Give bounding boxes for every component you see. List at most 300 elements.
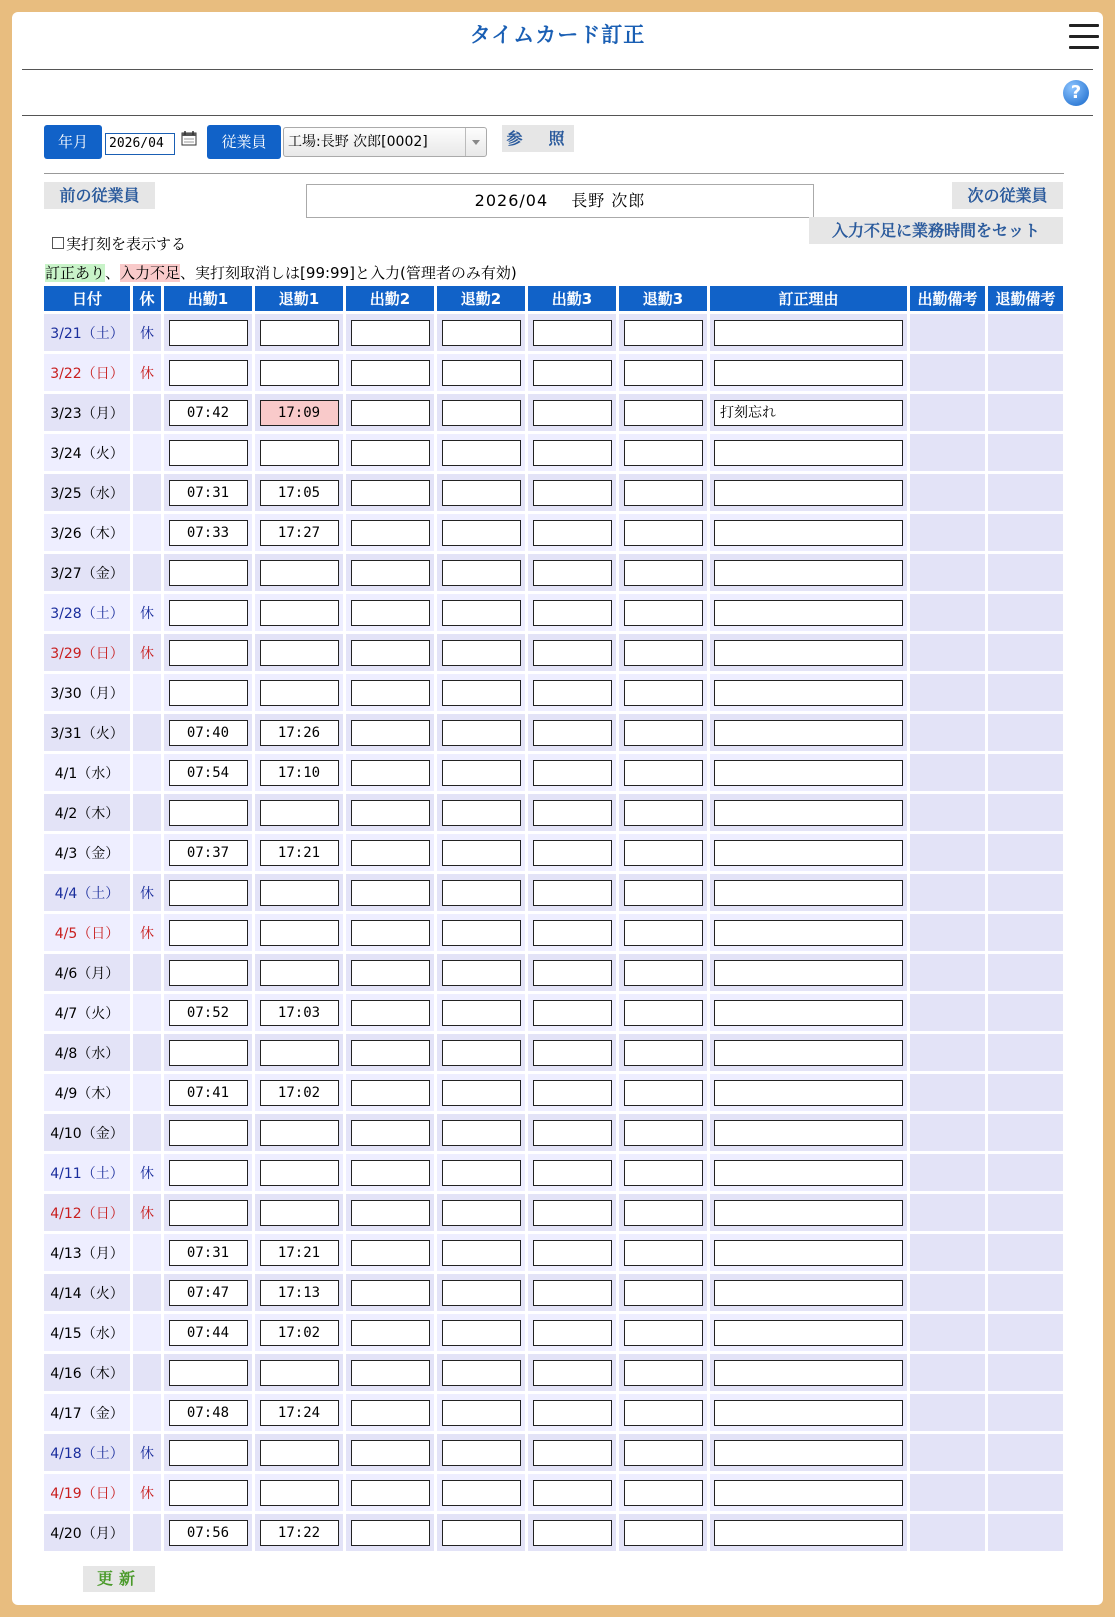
reason-input[interactable] <box>714 440 903 466</box>
time-input-in1[interactable] <box>169 600 248 626</box>
time-input-out3[interactable] <box>624 1520 703 1546</box>
reason-input[interactable] <box>714 720 903 746</box>
time-input-in3[interactable] <box>533 560 612 586</box>
calendar-icon[interactable] <box>181 130 197 146</box>
time-input-in2[interactable] <box>351 1400 430 1426</box>
row-date: 3/31（火） <box>44 714 130 751</box>
time-input-in3[interactable] <box>533 800 612 826</box>
time-input-in1[interactable]: 07:40 <box>169 720 248 746</box>
time-input-out2[interactable] <box>442 1320 521 1346</box>
time-cell <box>528 1034 616 1071</box>
time-input-out3[interactable] <box>624 880 703 906</box>
time-cell <box>437 1074 525 1111</box>
time-input-in3[interactable] <box>533 840 612 866</box>
time-input-in3[interactable] <box>533 1120 612 1146</box>
time-input-in2[interactable] <box>351 920 430 946</box>
time-input-in3[interactable] <box>533 1080 612 1106</box>
time-input-in2[interactable] <box>351 480 430 506</box>
time-cell <box>255 1194 343 1231</box>
time-input-out3[interactable] <box>624 360 703 386</box>
time-input-in1[interactable] <box>169 960 248 986</box>
time-input-in1[interactable]: 07:48 <box>169 1400 248 1426</box>
time-input-out2[interactable] <box>442 1040 521 1066</box>
time-input-out3[interactable] <box>624 1400 703 1426</box>
time-input-out1[interactable]: 17:26 <box>260 720 339 746</box>
time-input-in1[interactable]: 07:33 <box>169 520 248 546</box>
time-input-in1[interactable]: 07:41 <box>169 1080 248 1106</box>
time-input-out2[interactable] <box>442 1120 521 1146</box>
time-input-in1[interactable]: 07:47 <box>169 1280 248 1306</box>
time-input-in3[interactable] <box>533 880 612 906</box>
reason-input[interactable] <box>714 1280 903 1306</box>
time-input-out3[interactable] <box>624 400 703 426</box>
table-row <box>44 954 1063 991</box>
time-input-out3[interactable] <box>624 1200 703 1226</box>
reason-cell <box>710 554 907 591</box>
time-cell <box>255 1394 343 1431</box>
time-input-in2[interactable] <box>351 840 430 866</box>
time-cell <box>164 1114 252 1151</box>
time-input-in2[interactable] <box>351 800 430 826</box>
time-input-in1[interactable]: 07:52 <box>169 1000 248 1026</box>
time-input-out1[interactable] <box>260 560 339 586</box>
row-holiday: 休 <box>133 914 161 951</box>
time-cell <box>164 874 252 911</box>
time-input-in3[interactable] <box>533 320 612 346</box>
time-input-in3[interactable] <box>533 600 612 626</box>
time-input-in2[interactable] <box>351 1000 430 1026</box>
table-row <box>44 1514 1063 1551</box>
time-input-in1[interactable] <box>169 1480 248 1506</box>
time-input-out1[interactable]: 17:02 <box>260 1080 339 1106</box>
time-cell <box>619 994 707 1031</box>
time-cell <box>255 754 343 791</box>
reason-input[interactable] <box>714 1080 903 1106</box>
time-input-out1[interactable]: 17:05 <box>260 480 339 506</box>
time-input-in3[interactable] <box>533 1240 612 1266</box>
time-input-out3[interactable] <box>624 1080 703 1106</box>
time-input-out3[interactable] <box>624 1360 703 1386</box>
time-input-out1[interactable]: 17:02 <box>260 1320 339 1346</box>
time-input-out2[interactable] <box>442 680 521 706</box>
time-input-in2[interactable] <box>351 400 430 426</box>
time-input-in2[interactable] <box>351 320 430 346</box>
reason-input[interactable] <box>714 1240 903 1266</box>
time-cell <box>255 874 343 911</box>
time-cell <box>619 594 707 631</box>
reason-cell <box>710 674 907 711</box>
row-date: 4/13（月） <box>44 1234 130 1271</box>
time-input-out1[interactable] <box>260 1480 339 1506</box>
time-cell <box>346 1074 434 1111</box>
chevron-down-icon[interactable] <box>465 128 486 156</box>
time-input-out3[interactable] <box>624 1240 703 1266</box>
column-header: 出勤2 <box>346 286 434 311</box>
time-input-out3[interactable] <box>624 1120 703 1146</box>
time-input-in3[interactable] <box>533 1000 612 1026</box>
reason-input[interactable] <box>714 760 903 786</box>
time-input-out1[interactable] <box>260 680 339 706</box>
time-cell <box>346 1514 434 1551</box>
column-header: 休 <box>133 286 161 311</box>
time-input-in3[interactable] <box>533 1440 612 1466</box>
in-remark-cell <box>910 674 985 711</box>
show-actual-option[interactable] <box>52 233 186 254</box>
time-input-in1[interactable]: 07:54 <box>169 760 248 786</box>
reason-input[interactable] <box>714 1320 903 1346</box>
reason-input[interactable] <box>714 1040 903 1066</box>
time-input-out3[interactable] <box>624 1480 703 1506</box>
time-input-in3[interactable] <box>533 920 612 946</box>
time-input-out2[interactable] <box>442 840 521 866</box>
time-input-in1[interactable] <box>169 640 248 666</box>
time-input-in2[interactable] <box>351 720 430 746</box>
time-input-out2[interactable] <box>442 760 521 786</box>
time-input-out3[interactable] <box>624 1160 703 1186</box>
time-input-out2[interactable] <box>442 480 521 506</box>
time-input-out3[interactable] <box>624 1280 703 1306</box>
time-input-out2[interactable] <box>442 720 521 746</box>
time-input-out1[interactable] <box>260 1160 339 1186</box>
time-input-out2[interactable] <box>442 1000 521 1026</box>
time-input-out3[interactable] <box>624 600 703 626</box>
time-input-in1[interactable] <box>169 1120 248 1146</box>
time-cell <box>528 394 616 431</box>
time-input-in2[interactable] <box>351 1120 430 1146</box>
time-input-out1[interactable]: 17:21 <box>260 840 339 866</box>
time-input-out2[interactable] <box>442 1360 521 1386</box>
time-input-in3[interactable] <box>533 1200 612 1226</box>
time-input-out2[interactable] <box>442 960 521 986</box>
time-input-out3[interactable] <box>624 1000 703 1026</box>
time-input-out3[interactable] <box>624 1320 703 1346</box>
time-input-out2[interactable] <box>442 1240 521 1266</box>
time-input-out3[interactable] <box>624 520 703 546</box>
time-input-in3[interactable] <box>533 1160 612 1186</box>
reason-input[interactable] <box>714 1440 903 1466</box>
reason-input[interactable] <box>714 560 903 586</box>
time-input-in3[interactable] <box>533 1040 612 1066</box>
time-cell <box>164 514 252 551</box>
reason-input[interactable] <box>714 880 903 906</box>
time-input-in1[interactable] <box>169 800 248 826</box>
table-row <box>44 874 1063 911</box>
time-input-in2[interactable] <box>351 560 430 586</box>
time-input-in2[interactable] <box>351 1360 430 1386</box>
time-input-in2[interactable] <box>351 960 430 986</box>
time-cell <box>528 794 616 831</box>
reason-input[interactable] <box>714 520 903 546</box>
time-input-out3[interactable] <box>624 960 703 986</box>
time-input-out1[interactable]: 17:21 <box>260 1240 339 1266</box>
time-input-out1[interactable] <box>260 1360 339 1386</box>
reason-input[interactable] <box>714 1200 903 1226</box>
time-input-out2[interactable] <box>442 920 521 946</box>
in-remark-cell <box>910 794 985 831</box>
time-input-out2[interactable] <box>442 560 521 586</box>
time-input-in1[interactable] <box>169 920 248 946</box>
time-input-in2[interactable] <box>351 880 430 906</box>
time-input-in2[interactable] <box>351 640 430 666</box>
row-holiday <box>133 1034 161 1071</box>
time-input-out2[interactable] <box>442 880 521 906</box>
time-input-in2[interactable] <box>351 680 430 706</box>
row-holiday <box>133 1274 161 1311</box>
reason-input[interactable] <box>714 680 903 706</box>
time-input-out1[interactable] <box>260 1200 339 1226</box>
time-input-out2[interactable] <box>442 1280 521 1306</box>
time-cell <box>528 514 616 551</box>
time-cell <box>346 554 434 591</box>
menu-icon[interactable] <box>1069 24 1099 50</box>
reason-input[interactable] <box>714 1000 903 1026</box>
reason-cell <box>710 1154 907 1191</box>
time-input-in1[interactable] <box>169 880 248 906</box>
time-input-out2[interactable] <box>442 600 521 626</box>
reason-input[interactable] <box>714 1400 903 1426</box>
time-input-out1[interactable] <box>260 320 339 346</box>
time-input-in3[interactable] <box>533 960 612 986</box>
reason-input[interactable] <box>714 360 903 386</box>
set-work-time-button[interactable]: 入力不足に業務時間をセット <box>809 217 1063 244</box>
prev-employee-button[interactable]: 前の従業員 <box>44 182 155 209</box>
reason-input[interactable] <box>714 1480 903 1506</box>
time-cell <box>255 1514 343 1551</box>
time-input-out2[interactable] <box>442 360 521 386</box>
time-input-out2[interactable] <box>442 400 521 426</box>
time-input-out3[interactable] <box>624 440 703 466</box>
time-cell <box>255 394 343 431</box>
time-input-in3[interactable] <box>533 1400 612 1426</box>
year-month-input[interactable]: 2026/04 <box>105 133 175 155</box>
time-input-out1[interactable] <box>260 640 339 666</box>
time-cell <box>528 354 616 391</box>
time-input-out2[interactable] <box>442 440 521 466</box>
time-input-out1[interactable] <box>260 360 339 386</box>
time-input-out2[interactable] <box>442 1200 521 1226</box>
time-cell <box>619 434 707 471</box>
time-input-in1[interactable] <box>169 1440 248 1466</box>
time-input-out2[interactable] <box>442 800 521 826</box>
in-remark-cell <box>910 834 985 871</box>
time-input-in2[interactable] <box>351 1320 430 1346</box>
time-input-in1[interactable]: 07:42 <box>169 400 248 426</box>
time-input-in3[interactable] <box>533 480 612 506</box>
time-cell <box>437 714 525 751</box>
time-input-in1[interactable] <box>169 440 248 466</box>
time-input-in3[interactable] <box>533 1280 612 1306</box>
time-input-out3[interactable] <box>624 800 703 826</box>
time-input-out3[interactable] <box>624 1440 703 1466</box>
time-input-out3[interactable] <box>624 560 703 586</box>
time-input-in1[interactable] <box>169 1200 248 1226</box>
time-input-out2[interactable] <box>442 1480 521 1506</box>
reason-input[interactable] <box>714 800 903 826</box>
update-button[interactable]: 更新 <box>83 1566 155 1592</box>
time-input-in2[interactable] <box>351 600 430 626</box>
time-input-in2[interactable] <box>351 1160 430 1186</box>
time-input-in2[interactable] <box>351 1080 430 1106</box>
time-input-in1[interactable] <box>169 680 248 706</box>
time-cell <box>528 674 616 711</box>
time-cell <box>619 354 707 391</box>
time-input-out2[interactable] <box>442 1080 521 1106</box>
row-date: 4/14（火） <box>44 1274 130 1311</box>
time-input-in2[interactable] <box>351 520 430 546</box>
time-input-in1[interactable] <box>169 1360 248 1386</box>
time-input-out1[interactable]: 17:03 <box>260 1000 339 1026</box>
time-cell <box>619 1514 707 1551</box>
row-holiday <box>133 754 161 791</box>
legend-insufficient: 入力不足 <box>120 264 181 282</box>
time-cell <box>346 1154 434 1191</box>
time-input-in2[interactable] <box>351 440 430 466</box>
reason-cell <box>710 314 907 351</box>
time-input-in2[interactable] <box>351 760 430 786</box>
time-input-in3[interactable] <box>533 520 612 546</box>
time-input-out1[interactable] <box>260 800 339 826</box>
time-input-out1[interactable] <box>260 1120 339 1146</box>
time-input-out3[interactable] <box>624 920 703 946</box>
time-input-out3[interactable] <box>624 1040 703 1066</box>
reason-input[interactable] <box>714 1520 903 1546</box>
time-input-out1[interactable] <box>260 920 339 946</box>
time-cell <box>437 1394 525 1431</box>
time-input-in1[interactable] <box>169 320 248 346</box>
time-cell <box>346 1274 434 1311</box>
time-input-out2[interactable] <box>442 1520 521 1546</box>
time-cell <box>528 1314 616 1351</box>
time-input-in3[interactable] <box>533 1520 612 1546</box>
time-input-out1[interactable] <box>260 440 339 466</box>
refer-button[interactable]: 参 照 <box>502 125 574 152</box>
time-input-in3[interactable] <box>533 440 612 466</box>
time-input-out1[interactable] <box>260 880 339 906</box>
time-input-in3[interactable] <box>533 720 612 746</box>
reason-input[interactable] <box>714 960 903 986</box>
time-input-out1[interactable]: 17:27 <box>260 520 339 546</box>
time-input-out3[interactable] <box>624 480 703 506</box>
reason-cell <box>710 1314 907 1351</box>
time-cell <box>346 314 434 351</box>
time-input-out1[interactable] <box>260 600 339 626</box>
time-input-in2[interactable] <box>351 1280 430 1306</box>
time-input-in3[interactable] <box>533 640 612 666</box>
time-input-in3[interactable] <box>533 680 612 706</box>
time-input-in1[interactable]: 07:31 <box>169 480 248 506</box>
time-cell <box>346 1394 434 1431</box>
in-remark-cell <box>910 954 985 991</box>
time-input-out3[interactable] <box>624 840 703 866</box>
time-input-in3[interactable] <box>533 1480 612 1506</box>
reason-input[interactable] <box>714 1360 903 1386</box>
in-remark-cell <box>910 914 985 951</box>
time-input-in2[interactable] <box>351 1240 430 1266</box>
time-input-out1[interactable]: 17:22 <box>260 1520 339 1546</box>
in-remark-cell <box>910 994 985 1031</box>
time-input-out2[interactable] <box>442 1440 521 1466</box>
time-cell <box>528 874 616 911</box>
reason-input[interactable]: 打刻忘れ <box>714 400 903 426</box>
column-header: 出勤1 <box>164 286 252 311</box>
time-input-out1[interactable] <box>260 1040 339 1066</box>
time-input-in3[interactable] <box>533 400 612 426</box>
time-input-in1[interactable] <box>169 560 248 586</box>
time-input-out1[interactable]: 17:24 <box>260 1400 339 1426</box>
time-input-out3[interactable] <box>624 680 703 706</box>
time-input-in1[interactable]: 07:37 <box>169 840 248 866</box>
time-input-out3[interactable] <box>624 320 703 346</box>
time-cell <box>437 1474 525 1511</box>
time-input-in1[interactable] <box>169 1160 248 1186</box>
employee-select[interactable] <box>283 127 487 157</box>
reason-cell <box>710 714 907 751</box>
time-input-in1[interactable]: 07:44 <box>169 1320 248 1346</box>
time-input-in3[interactable] <box>533 1320 612 1346</box>
help-icon[interactable]: ? <box>1063 80 1089 106</box>
time-input-out2[interactable] <box>442 520 521 546</box>
time-input-out2[interactable] <box>442 1400 521 1426</box>
reason-input[interactable] <box>714 1120 903 1146</box>
reason-input[interactable] <box>714 840 903 866</box>
time-cell <box>437 1354 525 1391</box>
time-input-out2[interactable] <box>442 640 521 666</box>
time-input-out3[interactable] <box>624 640 703 666</box>
row-date: 3/30（月） <box>44 674 130 711</box>
out-remark-cell <box>988 634 1063 671</box>
time-input-out2[interactable] <box>442 320 521 346</box>
time-input-in1[interactable]: 07:56 <box>169 1520 248 1546</box>
row-date: 4/10（金） <box>44 1114 130 1151</box>
time-input-out3[interactable] <box>624 720 703 746</box>
time-input-out1[interactable]: 17:09 <box>260 400 339 426</box>
time-input-in2[interactable] <box>351 1040 430 1066</box>
time-input-in1[interactable]: 07:31 <box>169 1240 248 1266</box>
reason-input[interactable] <box>714 920 903 946</box>
reason-input[interactable] <box>714 480 903 506</box>
row-date: 4/2（木） <box>44 794 130 831</box>
time-cell <box>346 1194 434 1231</box>
time-cell <box>164 1194 252 1231</box>
time-input-out1[interactable]: 17:10 <box>260 760 339 786</box>
time-input-in1[interactable] <box>169 1040 248 1066</box>
show-actual-checkbox[interactable] <box>52 237 64 249</box>
time-input-in2[interactable] <box>351 1480 430 1506</box>
time-input-in3[interactable] <box>533 1360 612 1386</box>
time-input-in2[interactable] <box>351 360 430 386</box>
time-input-in3[interactable] <box>533 360 612 386</box>
time-input-in2[interactable] <box>351 1440 430 1466</box>
time-input-in2[interactable] <box>351 1200 430 1226</box>
time-input-in1[interactable] <box>169 360 248 386</box>
next-employee-button[interactable]: 次の従業員 <box>952 182 1063 209</box>
reason-input[interactable] <box>714 320 903 346</box>
time-input-out1[interactable] <box>260 1440 339 1466</box>
time-input-out1[interactable]: 17:13 <box>260 1280 339 1306</box>
table-row <box>44 1114 1063 1151</box>
time-input-out1[interactable] <box>260 960 339 986</box>
time-input-out2[interactable] <box>442 1160 521 1186</box>
time-cell <box>619 474 707 511</box>
time-input-in2[interactable] <box>351 1520 430 1546</box>
reason-input[interactable] <box>714 1160 903 1186</box>
time-input-out3[interactable] <box>624 760 703 786</box>
time-input-in3[interactable] <box>533 760 612 786</box>
reason-input[interactable] <box>714 640 903 666</box>
reason-input[interactable] <box>714 600 903 626</box>
out-remark-cell <box>988 754 1063 791</box>
table-row <box>44 1034 1063 1071</box>
